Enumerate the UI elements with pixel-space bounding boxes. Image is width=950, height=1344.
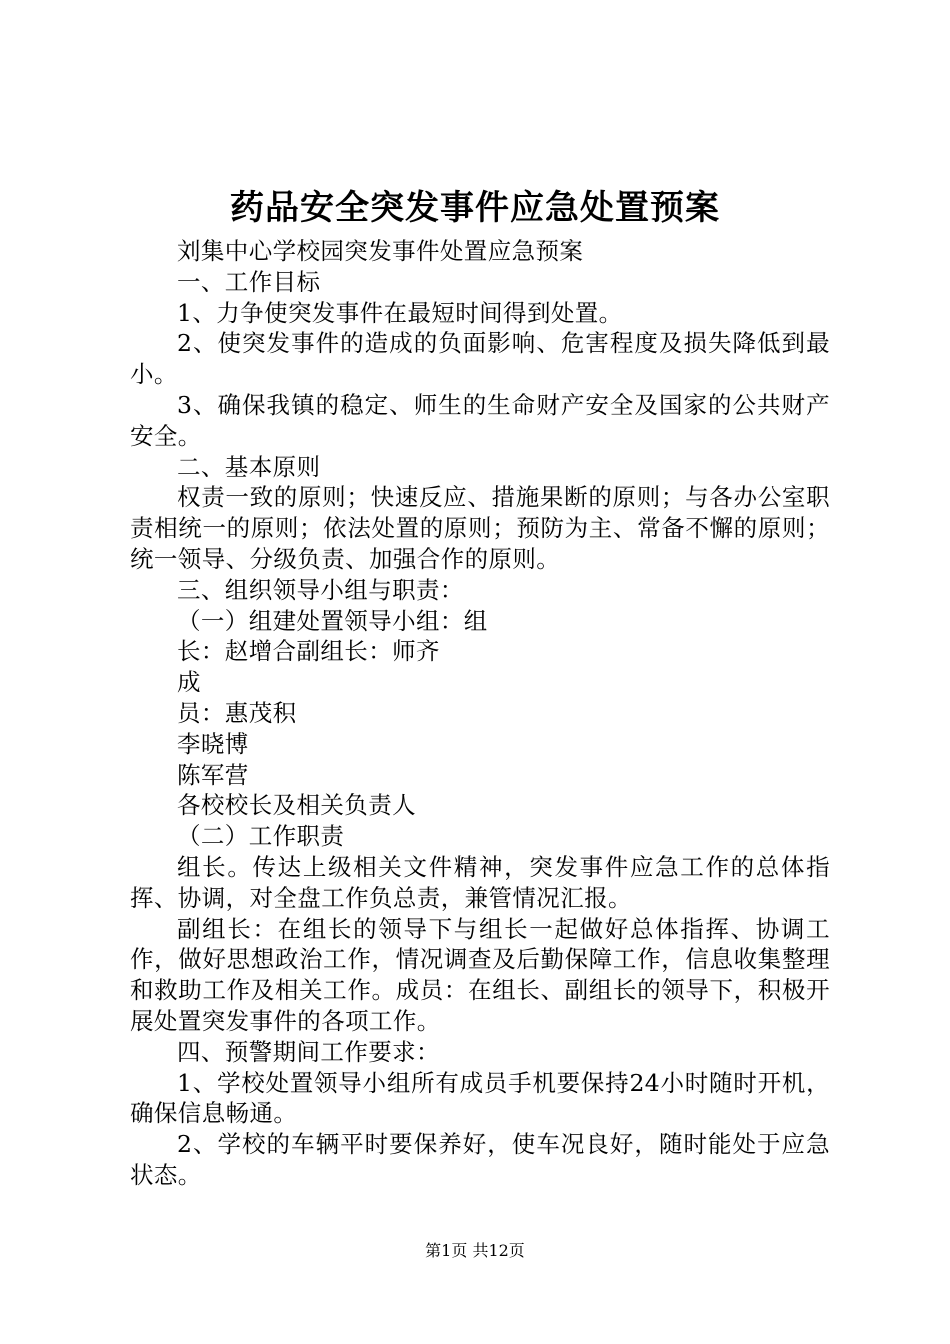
section-heading: 三、组织领导小组与职责：	[177, 575, 464, 604]
paragraph: 员：惠茂积	[177, 698, 297, 727]
paragraph: 2、使突发事件的造成的负面影响、危害程度及损失降低到最小。	[130, 329, 830, 389]
paragraph: 权责一致的原则；快速反应、措施果断的原则；与各办公室职责相统一的原则；依法处置的原则；预防为主、常备不懈的原则；统一领导、分级负责、加强合作的原则。	[130, 483, 830, 573]
paragraph: 组长。传达上级相关文件精神，突发事件应急工作的总体指挥、协调，对全盘工作负总责，兼管情况汇报。	[130, 852, 830, 912]
section-heading: 四、预警期间工作要求：	[177, 1037, 440, 1066]
page-footer: 第1页 共12页	[425, 1241, 525, 1260]
paragraph: 副组长：在组长的领导下与组长一起做好总体指挥、协调工作，做好思想政治工作，情况调查及后勤保障工作，信息收集整理和救助工作及相关工作。成员：在组长、副组长的领导下，积极开展处置突发事件的各项工作。	[130, 914, 830, 1035]
paragraph: 3、确保我镇的稳定、师生的生命财产安全及国家的公共财产安全。	[130, 390, 830, 450]
paragraph: 李晓博	[177, 729, 249, 758]
paragraph: 成	[177, 668, 201, 697]
paragraph: 1、力争使突发事件在最短时间得到处置。	[177, 298, 623, 327]
document-body	[130, 236, 830, 1191]
paragraph: 2、学校的车辆平时要保养好，使车况良好，随时能处于应急状态。	[130, 1130, 830, 1189]
document-title: 药品安全突发事件应急处置预案	[230, 188, 720, 228]
paragraph: 长：赵增合副组长：师齐	[177, 637, 440, 666]
section-heading: 二、基本原则	[177, 452, 321, 481]
subsection-heading: （二）工作职责	[177, 822, 345, 851]
paragraph: 各校校长及相关负责人	[177, 791, 416, 820]
paragraph: （一）组建处置领导小组：组	[177, 606, 488, 635]
section-heading: 一、工作目标	[177, 267, 321, 296]
paragraph: 刘集中心学校园突发事件处置应急预案	[177, 237, 584, 265]
paragraph: 陈军营	[177, 760, 249, 789]
paragraph: 1、学校处置领导小组所有成员手机要保持24小时随时开机，确保信息畅通。	[130, 1068, 830, 1128]
